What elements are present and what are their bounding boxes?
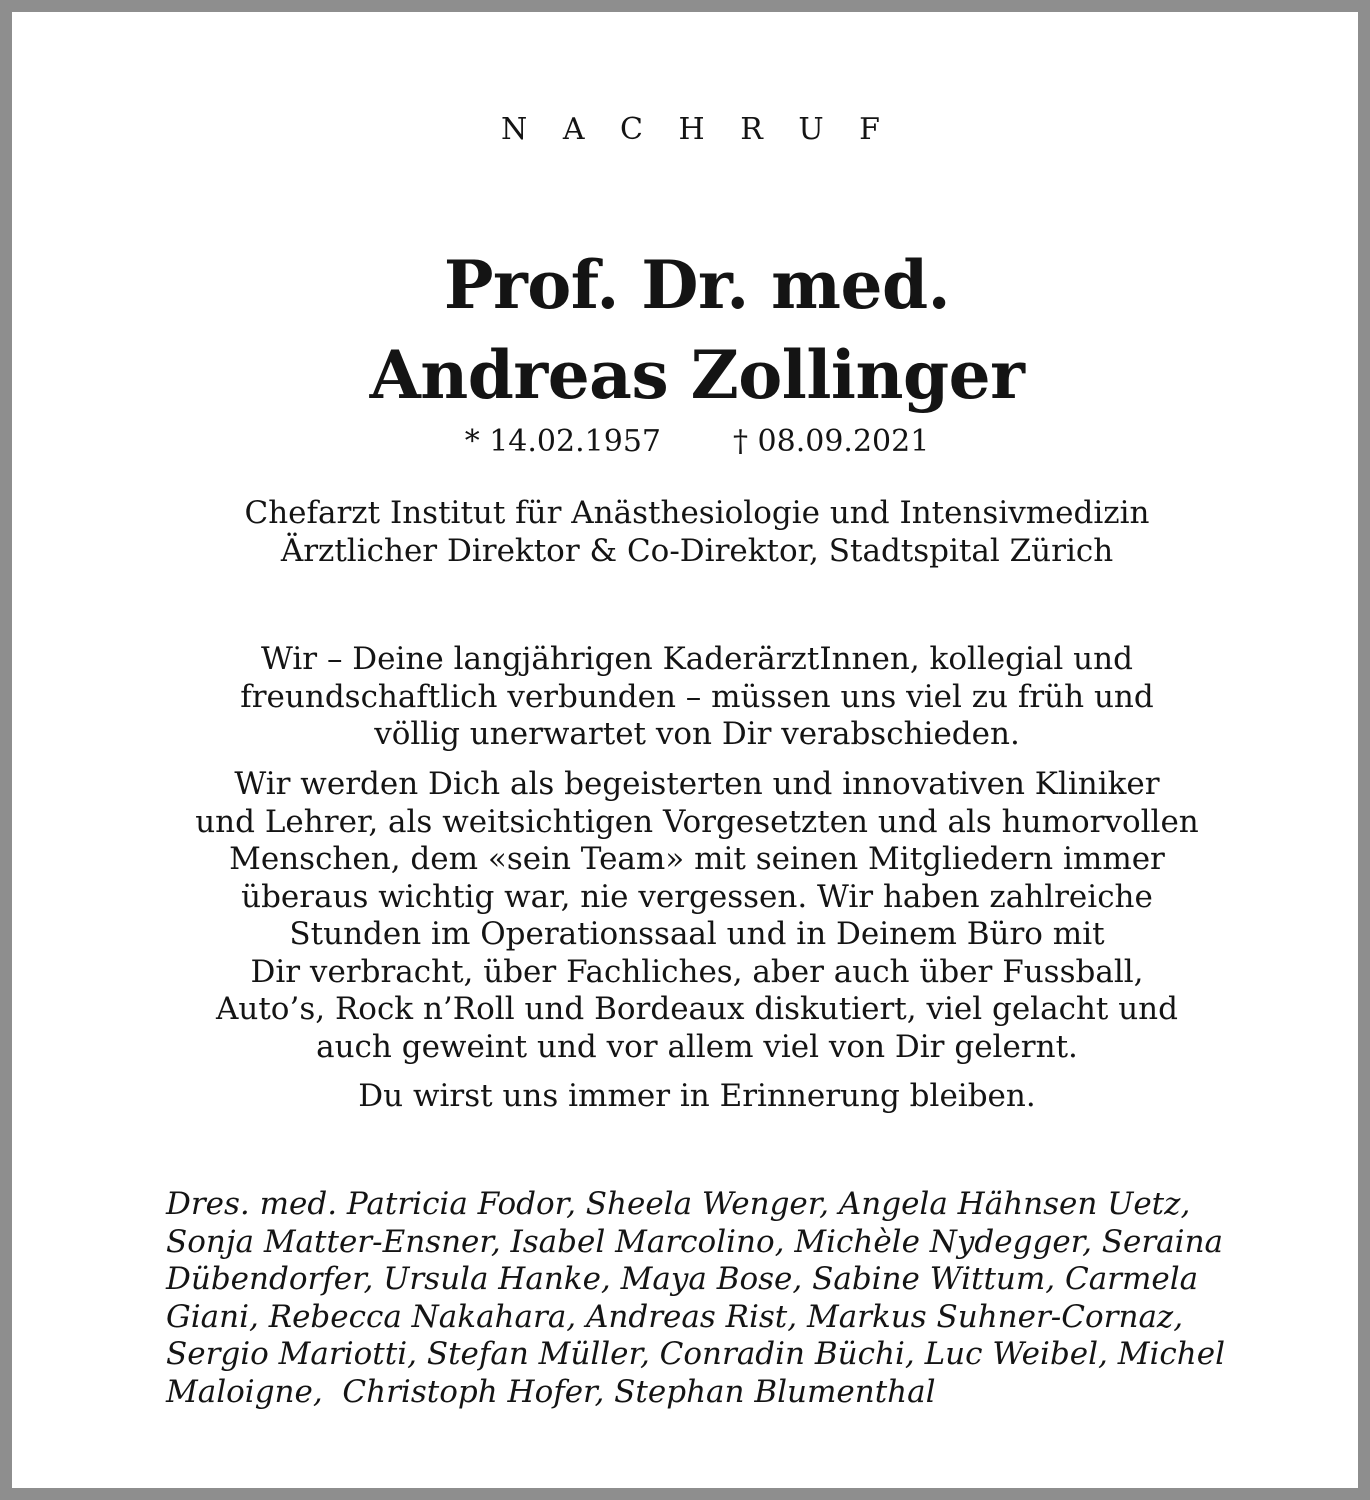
name-line-title: Prof. Dr. med. [443,246,951,324]
text-line: völlig unerwartet von Dir verabschieden. [374,716,1020,752]
text-line: Du wirst uns immer in Erinnerung bleiben. [358,1078,1036,1114]
notice-heading: N A C H R U F [501,112,893,147]
text-line: Dir verbracht, über Fachliches, aber auch über Fussball, [250,953,1144,990]
signer-line: Maloigne, Christoph Hofer, Stephan Blumenthal [166,1373,936,1410]
text-line: Wir werden Dich als begeisterten und innovativen Kliniker [234,766,1160,802]
text-line: Wir – Deine langjährigen KaderärztInnen, kollegial und [261,641,1133,677]
text-line: freundschaftlich verbunden – müssen uns viel zu früh und [240,678,1154,715]
signer-line: Sergio Mariotti, Stefan Müller, Conradin Büchi, Luc Weibel, Michel [166,1336,1225,1372]
death-date: † 08.09.2021 [733,424,930,459]
name-line-name: Andreas Zollinger [369,336,1025,414]
position-line: Chefarzt Institut für Anästhesiologie und Intensivmedizin [244,495,1150,531]
text-line: auch geweint und vor allem viel von Dir gelernt. [316,1028,1078,1065]
memory-paragraph [12,766,1370,1066]
position-line: Ärztlicher Direktor & Co-Direktor, Stadtspital Zürich [280,533,1114,569]
farewell-paragraph [12,641,1370,754]
text-line: Stunden im Operationssaal und in Deinem Büro mit [289,916,1105,952]
signers-list [166,1186,1276,1411]
text-line: und Lehrer, als weitsichtigen Vorgesetzten und als humorvollen [195,803,1199,840]
signer-line: Sonja Matter-Ensner, Isabel Marcolino, Michèle Nydegger, Seraina [166,1223,1224,1260]
position-titles [12,494,1370,570]
text-line: Auto’s, Rock n’Roll und Bordeaux diskutiert, viel gelacht und [216,991,1178,1027]
birth-date: * 14.02.1957 [464,424,661,459]
text-line: überaus wichtig war, nie vergessen. Wir haben zahlreiche [241,878,1153,915]
deceased-name [12,240,1370,420]
signer-line: Dübendorfer, Ursula Hanke, Maya Bose, Sabine Wittum, Carmela [166,1261,1199,1297]
life-dates [12,422,1370,462]
text-line: Menschen, dem «sein Team» mit seinen Mitgliedern immer [229,841,1165,877]
signer-line: Dres. med. Patricia Fodor, Sheela Wenger, Angela Hähnsen Uetz, [166,1186,1191,1222]
signer-line: Giani, Rebecca Nakahara, Andreas Rist, Markus Suhner-Cornaz, [166,1298,1184,1335]
closing-paragraph [12,1078,1370,1116]
